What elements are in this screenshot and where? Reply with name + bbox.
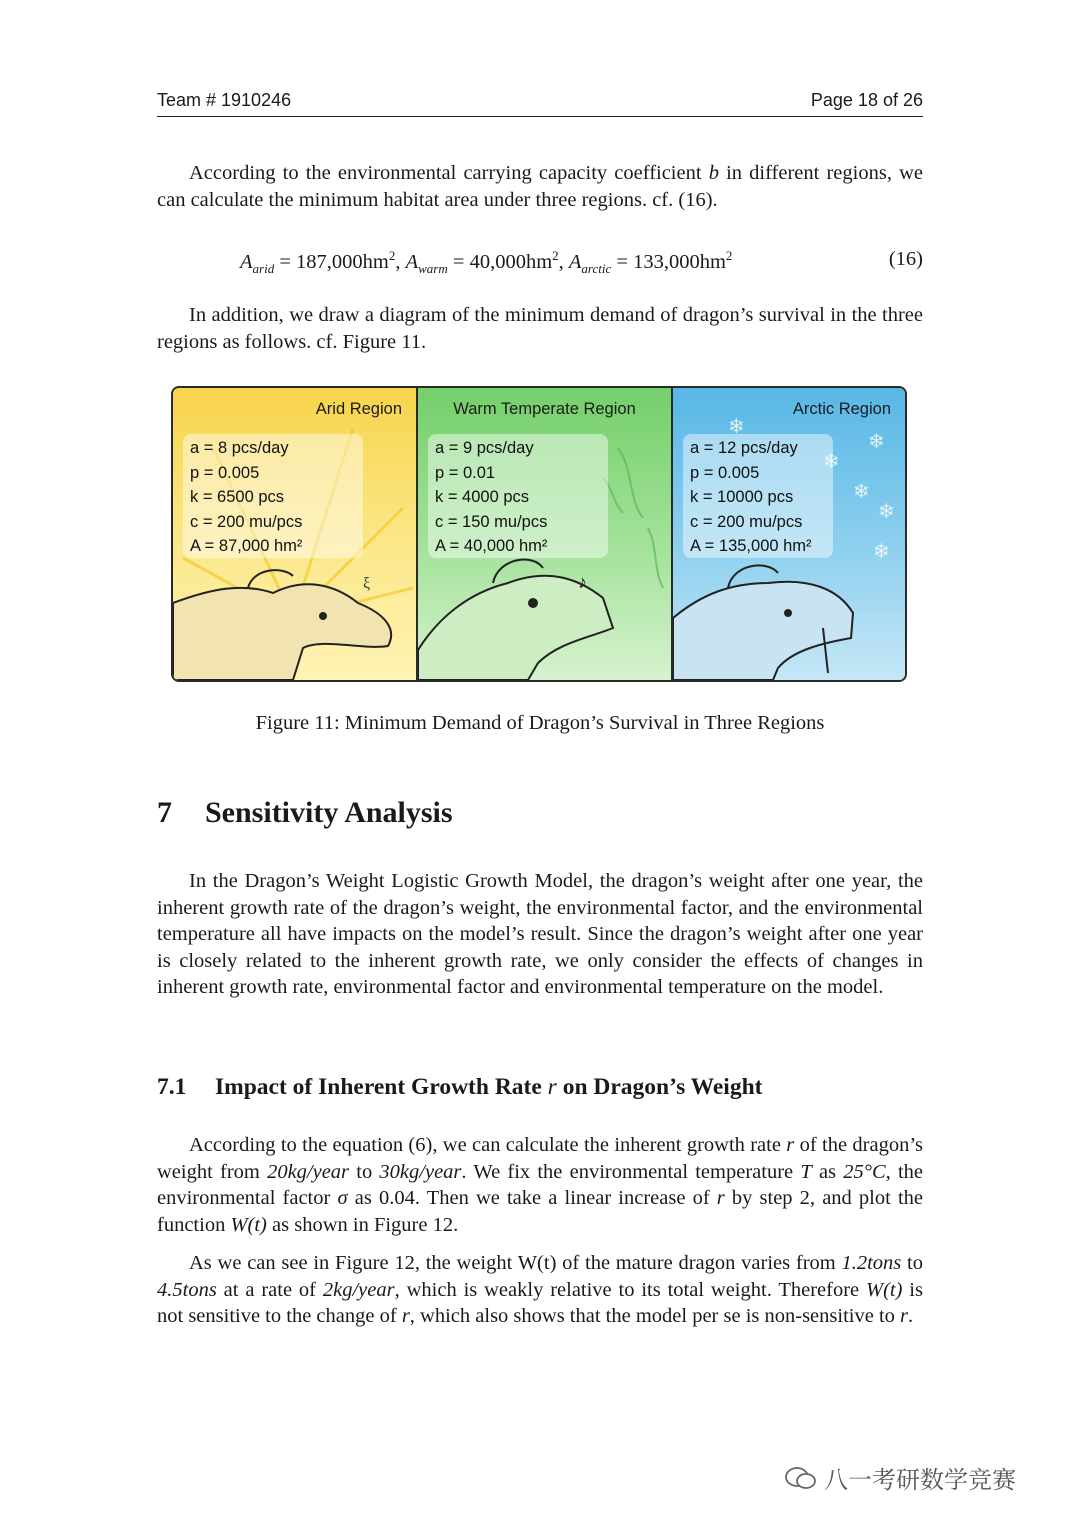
paragraph-growth-rate: According to the equation (6), we can calculate the inherent growth rate r of the dragon’s weight from 20kg/year to 30kg/year. We fix the environmental temperature T as 25°C, the environmental factor σ as 0.04. Then we take a linear increase of r by step 2, and plot the function W(t) as shown in Figure 12.	[157, 1134, 924, 1236]
section-heading: 7 Sensitivity Analysis	[157, 796, 453, 829]
paragraph-carrying-capacity: According to the environmental carrying capacity coefficient b in different regions, we can calculate the minimum habitat area under three regions. cf. (16).	[157, 162, 923, 211]
svg-text:❄: ❄	[868, 431, 885, 453]
subsection-heading: 7.1 Impact of Inherent Growth Rate r on Dragon’s Weight	[157, 1074, 763, 1100]
panel-title-arctic: Arctic Region	[792, 400, 891, 418]
panel-arctic	[673, 388, 905, 680]
wechat-icon	[784, 1465, 818, 1497]
paragraph-results: As we can see in Figure 12, the weight W(t) of the mature dragon varies from 1.2tons to 4.5tons at a rate of 2kg/year, which is weakly relative to its total weight. Therefore W(t) is not sensitive to the change of r, which also shows that the model per se is non-sensitive to r.	[157, 1252, 924, 1327]
params-arid: a = 8 pcs/day p = 0.005 k = 6500 pcs c = 200 mu/pcs A = 87,000 hm²	[183, 434, 363, 558]
params-warm: a = 9 pcs/day p = 0.01 k = 4000 pcs c = 150 mu/pcs A = 40,000 hm²	[428, 434, 608, 558]
watermark-text: 八一考研数学竞赛	[824, 1466, 1016, 1494]
panel-title-warm: Warm Temperate Region	[453, 400, 636, 418]
panel-warm	[418, 388, 673, 680]
page-number: Page 18 of 26	[810, 90, 923, 110]
team-number: Team # 1910246	[157, 90, 292, 110]
paragraph-sensitivity-intro: In the Dragon’s Weight Logistic Growth Model, the dragon’s weight after one year, the inherent growth rate of the dragon’s weight, the environmental factor, and the environmental temperature all have impacts on the model’s result. Since the dragon’s weight after one year is closely related to the inherent growth rate, we only consider the effects of changes in inherent growth rate, environmental factor and environmental temperature on the model.	[157, 870, 923, 998]
page-header	[157, 88, 923, 117]
figure-11	[171, 386, 907, 682]
params-arctic: a = 12 pcs/day p = 0.005 k = 10000 pcs c = 200 mu/pcs A = 135,000 hm²	[683, 434, 833, 558]
svg-text:❄: ❄	[823, 451, 840, 473]
svg-text:ξ: ξ	[363, 575, 371, 592]
svg-text:♪: ♪	[578, 572, 587, 592]
figure-caption: Figure 11: Minimum Demand of Dragon’s Survival in Three Regions	[255, 712, 825, 734]
equation-16: $A_{arid} = 187,000hm^2$, $A_{warm} = 40,000hm^2$, $A_{arctic} = 133,000hm^2$ (16)	[240, 248, 923, 276]
panel-title-arid: Arid Region	[315, 400, 402, 418]
svg-text:❄: ❄	[853, 481, 870, 503]
paragraph-diagram-intro: In addition, we draw a diagram of the minimum demand of dragon’s survival in the three regions as follows. cf. Figure 11.	[157, 304, 923, 353]
panel-arid	[173, 388, 418, 680]
svg-text:❄: ❄	[878, 501, 895, 523]
equation-number: (16)	[888, 248, 923, 270]
svg-text:❄: ❄	[728, 416, 745, 438]
watermark	[784, 1460, 1016, 1497]
svg-text:❄: ❄	[873, 541, 890, 563]
